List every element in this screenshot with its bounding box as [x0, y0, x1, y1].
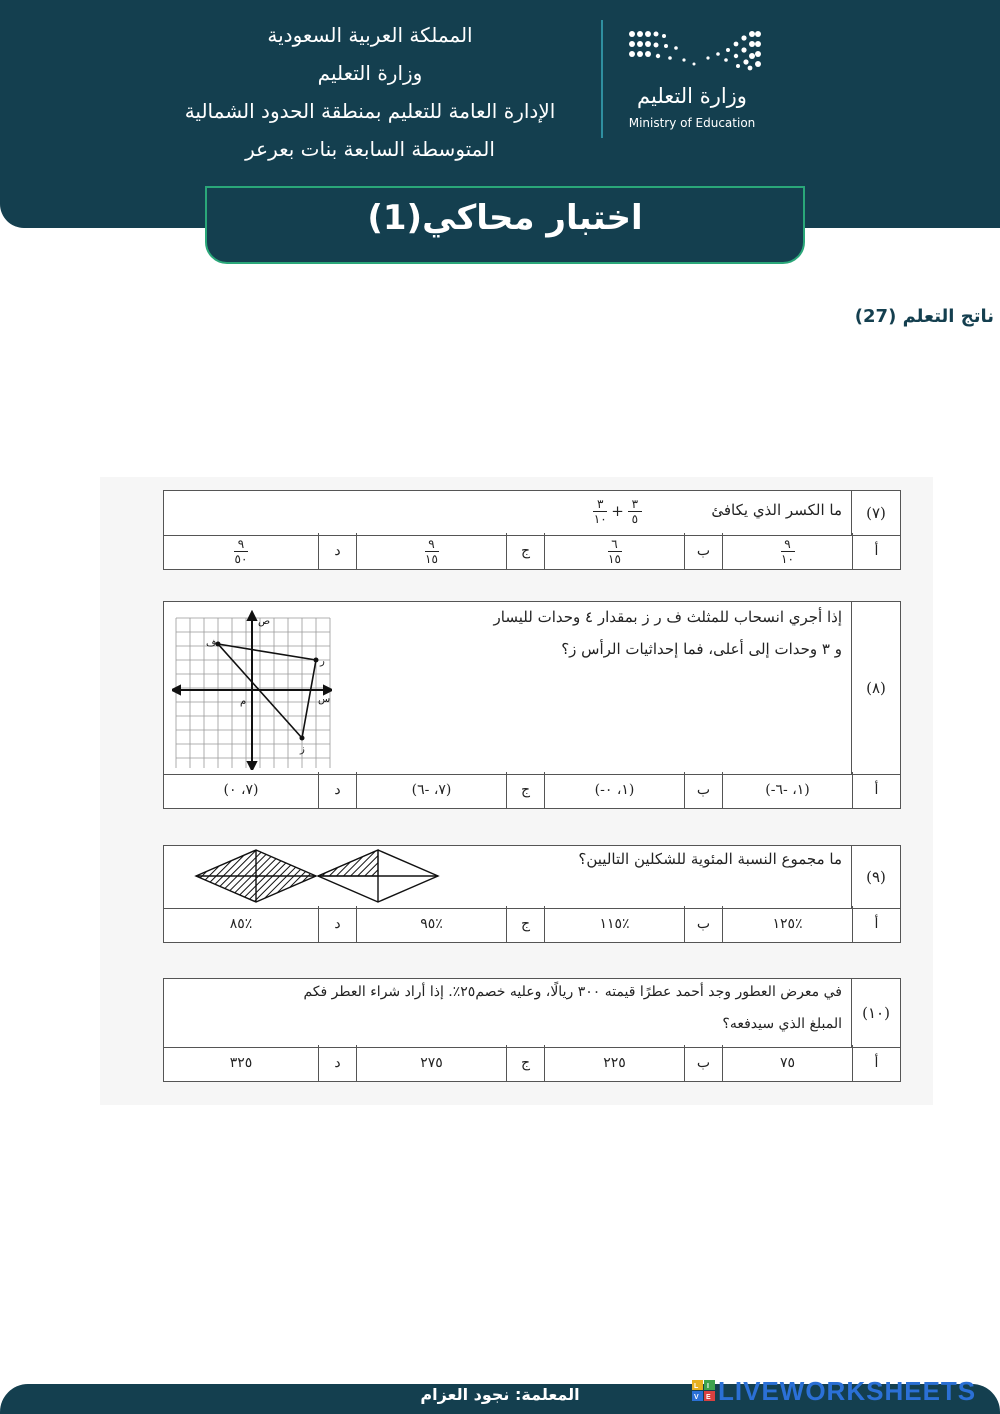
- page-title: اختبار محاكي(1): [367, 198, 643, 238]
- header-line: وزارة التعليم: [317, 61, 423, 85]
- question-line-2: و ٣ وحدات إلى أعلى، فما إحداثيات الرأس ز؟: [561, 640, 842, 658]
- question-7: [163, 490, 901, 570]
- option-d[interactable]: ٨٥٪: [229, 916, 253, 932]
- option-letter: د: [318, 1045, 356, 1081]
- option-letter: ب: [684, 906, 722, 942]
- fraction: $\frac{٣}{٥}$: [628, 498, 642, 525]
- option-letter: د: [318, 533, 356, 569]
- y-axis-label: ص: [258, 616, 271, 627]
- logo-dots-icon: [626, 28, 762, 72]
- question-header: [164, 846, 900, 909]
- question-9: [163, 845, 901, 943]
- shaded-rhombus-figures: [194, 848, 444, 904]
- option-letter: أ: [852, 906, 900, 942]
- option-c[interactable]: $\frac{٩}{١٥}$: [356, 533, 506, 569]
- question-8: [163, 601, 901, 809]
- question-header: [164, 491, 900, 536]
- option-c[interactable]: ٩٥٪: [356, 906, 506, 942]
- svg-text:V: V: [694, 1394, 699, 1401]
- svg-text:L: L: [694, 1383, 699, 1390]
- ministry-logo: [622, 28, 762, 138]
- liveworksheets-logo-icon: [692, 1380, 716, 1402]
- liveworksheets-text: LIVEWORKSHEETS: [718, 1376, 977, 1406]
- question-text: ما مجموع النسبة المئوية للشكلين التاليين؟: [578, 850, 842, 868]
- question-10: [163, 978, 901, 1082]
- question-header: [164, 979, 900, 1048]
- option-b[interactable]: $\frac{٦}{١٥}$: [544, 533, 684, 569]
- logo-english-text: Ministry of Education: [628, 116, 756, 130]
- question-line-1: في معرض العطور وجد أحمد عطرًا قيمته ٣٠٠ ريالًا، وعليه خصم٢٥٪. إذا أراد شراء العطر فكم: [303, 984, 842, 1000]
- option-letter: أ: [852, 1045, 900, 1081]
- option-b[interactable]: ١١٥٪: [544, 906, 684, 942]
- x-axis-label: س: [318, 694, 331, 705]
- option-a[interactable]: (-١، -٦): [722, 772, 852, 808]
- option-letter: ج: [506, 906, 544, 942]
- option-c[interactable]: ٢٧٥: [356, 1045, 506, 1081]
- header-line: المملكة العربية السعودية: [267, 23, 473, 47]
- option-b[interactable]: (-١، ٠): [544, 772, 684, 808]
- question-number: (١٠): [851, 979, 900, 1047]
- question-text: [593, 493, 842, 528]
- question-line-1: إذا أجري انسحاب للمثلث ف ر ز بمقدار ٤ وحدات لليسار: [493, 608, 842, 626]
- teacher-name: المعلمة: نجود العزام: [420, 1385, 580, 1404]
- learning-outcome: ناتج التعلم (27): [854, 306, 994, 327]
- question-header: [164, 602, 900, 775]
- option-d[interactable]: (٧، ٠): [223, 782, 259, 798]
- option-a[interactable]: ١٢٥٪: [722, 906, 852, 942]
- option-c[interactable]: (٧، -٦): [356, 772, 506, 808]
- question-number: (٩): [851, 846, 900, 908]
- liveworksheets-brand[interactable]: [692, 1376, 992, 1406]
- option-a[interactable]: $\frac{٩}{١٠}$: [722, 533, 852, 569]
- option-b[interactable]: ٢٢٥: [544, 1045, 684, 1081]
- options-row: [164, 1045, 900, 1081]
- options-row: [164, 533, 900, 569]
- plus-sign: +: [611, 502, 624, 520]
- svg-text:I: I: [707, 1383, 709, 1390]
- fraction-expression: [593, 494, 642, 528]
- option-letter: أ: [852, 533, 900, 569]
- origin-label: م: [240, 696, 247, 707]
- title-box: [205, 186, 805, 264]
- option-letter: ب: [684, 772, 722, 808]
- vertex-label-f: ف: [206, 638, 217, 649]
- header-text: [140, 16, 600, 168]
- option-letter: ب: [684, 1045, 722, 1081]
- svg-text:E: E: [706, 1394, 711, 1401]
- question-line-2: المبلغ الذي سيدفعه؟: [722, 1016, 842, 1032]
- question-number: (٧): [851, 491, 900, 535]
- fraction: $\frac{٣}{١٠}$: [593, 496, 607, 526]
- vertex-label-r: ر: [320, 656, 325, 667]
- option-d[interactable]: $\frac{٩}{٥٠}$: [234, 536, 248, 566]
- option-letter: ج: [506, 772, 544, 808]
- option-letter: ج: [506, 533, 544, 569]
- header-divider: [601, 20, 603, 138]
- logo-arabic-text: وزارة التعليم: [637, 84, 747, 108]
- option-letter: ب: [684, 533, 722, 569]
- question-number: (٨): [851, 602, 900, 774]
- option-letter: د: [318, 772, 356, 808]
- header-line: المتوسطة السابعة بنات بعرعر: [245, 137, 495, 161]
- options-row: [164, 906, 900, 942]
- option-letter: ج: [506, 1045, 544, 1081]
- vertex-label-z: ز: [300, 744, 305, 755]
- option-letter: أ: [852, 772, 900, 808]
- option-d[interactable]: ٣٢٥: [229, 1055, 253, 1071]
- options-row: [164, 772, 900, 808]
- coordinate-graph: [172, 610, 332, 770]
- question-prompt: ما الكسر الذي يكافئ: [711, 501, 842, 519]
- header-line: الإدارة العامة للتعليم بمنطقة الحدود الشمالية: [184, 99, 556, 123]
- option-a[interactable]: ٧٥: [722, 1045, 852, 1081]
- option-letter: د: [318, 906, 356, 942]
